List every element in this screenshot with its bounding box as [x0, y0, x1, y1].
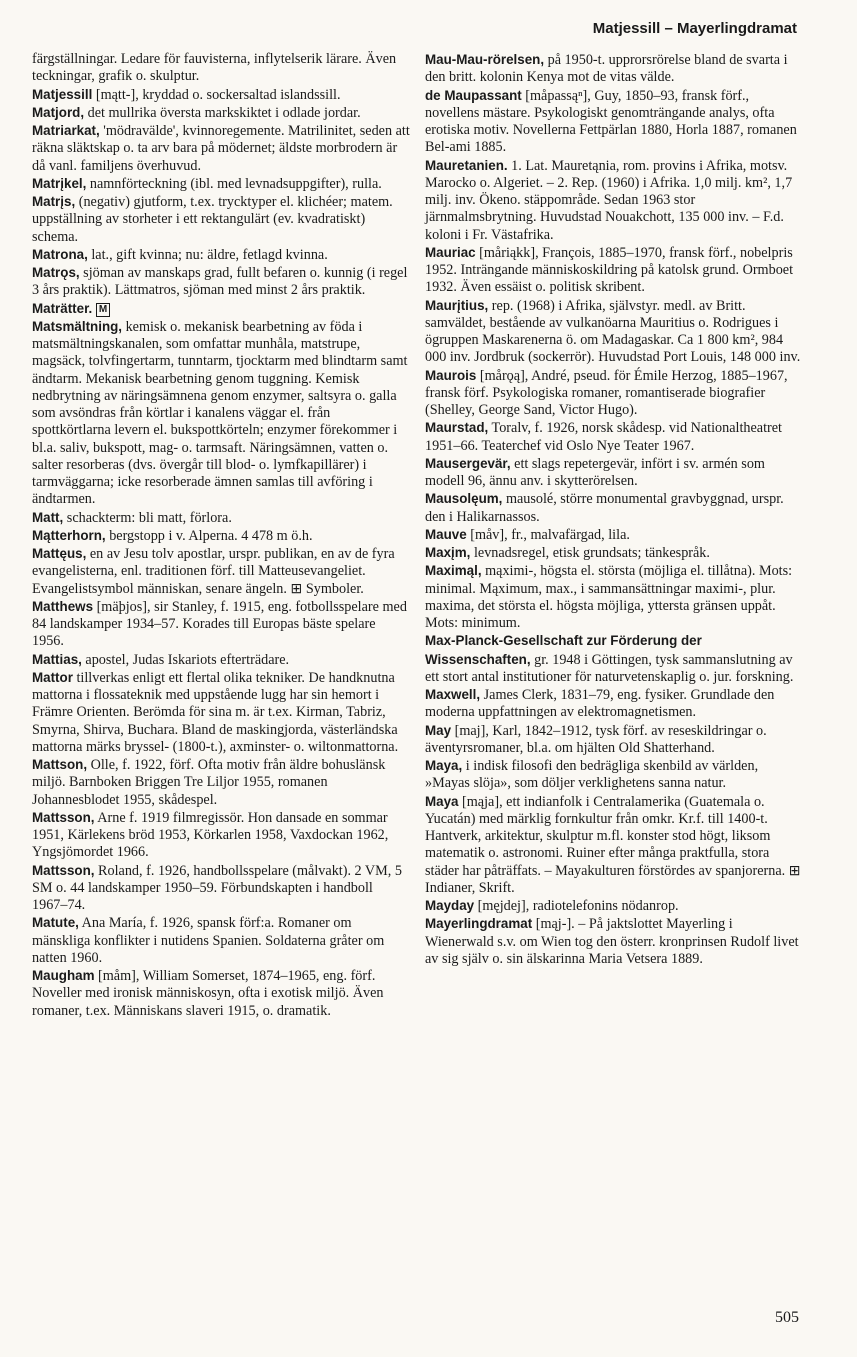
entry-headword: Mattson, — [32, 757, 88, 772]
dictionary-entry — [425, 157, 803, 244]
dictionary-entry — [425, 526, 803, 544]
entry-headword: Maximąl, — [425, 563, 482, 579]
entry-text: James Clerk, 1831–79, eng. fysiker. Grundlade den moderna uppfattningen av elektromagnetismen. — [425, 687, 775, 721]
entry-headword: Maxwell, — [425, 687, 481, 702]
entry-text: sjöman av manskaps grad, fullt befaren o. kunnig (i regel 3 års praktik). Lättmatros, sjöman med minst 2 års praktik. — [32, 265, 408, 299]
dictionary-entry — [32, 122, 410, 175]
dictionary-entry — [32, 809, 410, 862]
entry-text: bergstopp i v. Alperna. 4 478 m ö.h. — [105, 527, 313, 544]
dictionary-entry — [32, 509, 410, 527]
cross-reference-icon: M — [96, 303, 110, 317]
dictionary-entry — [425, 490, 803, 526]
entry-headword: Mayday — [425, 898, 475, 913]
entry-headword: Mauretanien. — [425, 157, 508, 173]
entry-text: ett slags repetergevär, infört i sv. armén som modell 96, ännu anv. i skytterörelsen. — [425, 455, 765, 489]
dictionary-entry — [32, 246, 410, 264]
dictionary-entry — [32, 914, 410, 967]
dictionary-entry — [32, 862, 410, 915]
entry-headword: Mausolęum, — [425, 491, 503, 507]
entry-text: [måm], William Somerset, 1874–1965, eng. förf. Noveller med ironisk människosyn, ofta i exotisk miljö. Även romaner, t.ex. Människans slaveri 1915, o. dramatik. — [32, 968, 384, 1019]
entry-text: mausolé, större monumental gravbyggnad, urspr. den i Halikarnassos. — [425, 491, 784, 525]
entry-text: [mårǫą], André, pseud. för Émile Herzog, 1885–1967, fransk förf. Psykologiska romaner, romantiserade biografier (Shelley, George Sand, Victor Hugo). — [425, 367, 788, 418]
entry-text: [måpassąⁿ], Guy, 1850–93, fransk förf., novellens mästare. Psykologiskt genomträngande analys, ofta erotiska motiv. Novellerna Fettpärlan 1880, Horla 1887, romanen Bel-ami 1885. — [425, 87, 797, 156]
entry-text: tillverkas enligt ett flertal olika tekniker. De handknutna mattorna i flossateknik med uppstående lugg har sin hemort i Främre Orienten. Berömda för sina m. är t.ex. Kirman, Tabriz, Smyrna, Shirva, Buchara. Bland de maskingjorda, västerländska mattorna märks bryssel- (1800-t.), axminster- o. wiltonmattorna. — [32, 669, 399, 755]
entry-headword: Max-Planck-Gesellschaft zur Förderung der Wissenschaften, — [425, 633, 702, 667]
entry-text: Arne f. 1919 filmregissör. Hon dansade en sommar 1951, Kärlekens bröd 1953, Körkarlen 1958, Vaxdockan 1962, Yngsjömordet 1966. — [32, 809, 389, 861]
entry-headword: Matjord, — [32, 104, 85, 120]
entry-headword: Mausergevär, — [425, 455, 511, 471]
dictionary-entry — [425, 915, 803, 968]
entry-text: [mąja], ett indianfolk i Centralamerika (Guatemala o. Yucatán) med märklig fornkultur från omkr. Kr.f. till 1400-t. Hantverk, arkitektur, skulptur m.fl. konster stod högt, liksom matematik o. astronomi. Ruiner efter många praktfulla, stora städer har påträffats. – Mayakulturen förstördes av spanjorerna. ⊞ Indianer, Skrift. — [425, 793, 801, 896]
dictionary-entry — [425, 793, 803, 898]
left-column — [32, 51, 410, 1020]
entry-text: [måriąkk], François, 1885–1970, fransk förf., nobelpris 1952. Inträngande människoskildring på katolsk grund. Ormboet 1932. Även essäist o. politisk skribent. — [425, 244, 794, 296]
entry-headword: Maxįm, — [425, 545, 471, 560]
dictionary-entry — [425, 244, 803, 297]
entry-headword: Maurstad, — [425, 420, 489, 436]
entry-text: namnförteckning (ibl. med levnadsuppgifter), rulla. — [86, 175, 382, 192]
page-number: 505 — [775, 1309, 799, 1326]
entry-headword: May — [425, 722, 452, 738]
entry-text: apostel, Judas Iskariots efterträdare. — [81, 651, 290, 668]
dictionary-entry — [425, 544, 803, 562]
dictionary-entry — [425, 897, 803, 915]
entry-text: 'mödravälde', kvinnoregemente. Matrilinitet, seden att räkna släktskap o. ta arv bara på mödernet; äldste morbrodern är då vanl. familjens överhuvud. — [32, 123, 410, 174]
entry-text: färgställningar. Ledare för fauvisterna, inflytelserik lärare. Även teckningar, grafik o. skulptur. — [32, 51, 397, 85]
dictionary-entry — [425, 87, 803, 157]
dictionary-entry — [425, 455, 803, 491]
entry-text: Ana María, f. 1926, spansk förf:a. Romaner om mänskliga konflikter i nutidens Spanien. Soldaterna gråter om natten 1960. — [32, 915, 385, 966]
entry-text: levnadsregel, etisk grundsats; tänkespråk. — [470, 545, 710, 561]
entry-text: schackterm: bli matt, förlora. — [63, 509, 232, 526]
entry-text: [mąj-]. – På jaktslottet Mayerling i Wienerwald s.v. om Wien tog den österr. kronprinsen Rudolf livet av sig själv o. sin älskarinna Maria Vetsera 1889. — [425, 916, 799, 967]
entry-text: [mäþjos], sir Stanley, f. 1915, eng. fotbollsspelare med 84 landskamper 1934–57. Korades till Europas bäste spelare 1956. — [32, 598, 407, 650]
entry-headword: Mauriac — [425, 244, 476, 260]
dictionary-entry — [32, 598, 410, 651]
dictionary-entry — [32, 264, 410, 300]
entry-text: Roland, f. 1926, handbollsspelare (målvakt). 2 VM, 5 SM o. 44 landskamper 1950–59. Förbundskapten i handboll 1967–74. — [32, 862, 402, 913]
entry-headword: Mątterhorn, — [32, 527, 106, 543]
entry-text: en av Jesu tolv apostlar, urspr. publikan, en av de fyra evangelisterna, enl. traditionen förf. till Matteusevangeliet. Evangelistsymbol människan, senare ängeln. ⊞ Symboler. — [32, 546, 395, 597]
entry-text: på 1950-t. upprorsrörelse bland de svarta i den britt. kolonin Kenya mot de vitas välde. — [425, 52, 788, 86]
entry-text: (negativ) gjutform, t.ex. trycktyper el. klichéer; matem. uppställning av storheter i ett rektangulärt (ev. kvadratiskt) schema. — [32, 194, 393, 245]
entry-text: [męjdej], radiotelefonins nödanrop. — [474, 898, 679, 914]
entry-headword: Mattias, — [32, 651, 82, 667]
entry-headword: Mattor — [32, 669, 73, 685]
dictionary-entry — [32, 651, 410, 669]
entry-headword: Matrįkel, — [32, 175, 87, 191]
entry-headword: Maya — [425, 793, 459, 809]
entry-headword: Maträtter. — [32, 300, 93, 316]
dictionary-entry — [425, 757, 803, 793]
entry-headword: Mattęus, — [32, 546, 87, 561]
entry-text: [mątt-], kryddad o. sockersaltad islandssill. — [92, 86, 341, 103]
entry-headword: Matute, — [32, 915, 79, 931]
dictionary-entry — [425, 419, 803, 455]
dictionary-entry — [425, 632, 803, 686]
entry-text: i indisk filosofi den bedrägliga skenbild av världen, »Mayas slöja», som döljer verklighetens sanna natur. — [425, 758, 759, 792]
entry-text: kemisk o. mekanisk bearbetning av föda i matsmältningskanalen, som omfattar munhåla, matstrupe, magsäck, tolvfingertarm, tunntarm, tjocktarm med blindtarm samt ändtarm. Mekanisk bearbetning genom tuggning. Kemisk nedbrytning av näringsämnena genom enzymer, saltsyra o. galla som avsöndras från körtlar i kanalens väggar el. från spottkörtlarna levern el. bukspottkörteln; enzymer förekommer i bl.a. saliv, bukspott, mag- o. tarmsaft. Näringsämnen, vatten o. salter resorberas (dvs. övergår till blod- o. lymfkapillärer) i tarmväggarna; icke resorberade ämnen samlas till avföring i ändtarmen. — [32, 318, 408, 508]
entry-headword: Matjessill — [32, 86, 93, 102]
entry-headword: Matrona, — [32, 246, 88, 262]
dictionary-entry — [32, 175, 410, 193]
dictionary-entry — [32, 669, 410, 756]
entry-text: lat., gift kvinna; nu: äldre, fetlagd kvinna. — [87, 246, 328, 263]
dictionary-entry — [425, 297, 803, 367]
entry-headword: Maurois — [425, 367, 477, 383]
entry-headword: Maugham — [32, 968, 95, 983]
dictionary-entry — [425, 367, 803, 420]
entry-headword: Matsmältning, — [32, 318, 123, 334]
right-column — [425, 51, 803, 968]
dictionary-entry — [32, 527, 410, 545]
dictionary-entry — [32, 318, 410, 509]
entry-headword: Mattsson, — [32, 862, 95, 878]
entry-headword: Maya, — [425, 758, 463, 773]
entry-headword: Maurįtius, — [425, 297, 489, 313]
entry-headword: Matriarkat, — [32, 123, 100, 138]
entry-text: Toralv, f. 1926, norsk skådesp. vid Nationaltheatret 1951–66. Teaterchef vid Oslo Nye Teater 1967. — [425, 420, 782, 454]
entry-headword: Matthews — [32, 598, 94, 614]
entry-headword: Matrǫs, — [32, 265, 80, 280]
entry-text: [måv], fr., malvafärgad, lila. — [466, 526, 630, 543]
entry-text: Olle, f. 1922, förf. Ofta motiv från äldre bohuslänsk miljö. Barnboken Briggen Tre Liljor 1955, romanen Johannesblodet 1955, skådespel. — [32, 757, 386, 808]
dictionary-entry — [32, 193, 410, 246]
entry-headword: de Maupassant — [425, 87, 522, 103]
entry-text: det mullrika översta markskiktet i odlade jordar. — [84, 104, 361, 121]
entry-text: mąximi-, högsta el. största (möjliga el. tillåtna). Mots: minimal. Mąximum, max., i sammansättningar maximi-, plur. maxima, det största el. högsta möjliga, yttersta gränsen uppåt. Mots: minimum. — [425, 563, 793, 631]
entry-headword: Mattsson, — [32, 809, 95, 825]
dictionary-entry — [32, 545, 410, 598]
entry-text: 1. Lat. Mauretąnia, rom. provins i Afrika, motsv. Marocko o. Algeriet. – 2. Rep. (1960) i Afrika. 1,0 milj. km², 1,7 milj. inv. Ökeno. stäppområde. Sedan 1963 stor järnmalmsbrytning. Huvudstad Nouakchott, 135 000 inv. – F.d. koloni i Fr. Västafrika. — [425, 157, 793, 243]
running-head: Matjessill – Mayerlingdramat — [592, 20, 797, 37]
dictionary-entry — [32, 104, 410, 122]
dictionary-entry — [32, 967, 410, 1020]
entry-text: rep. (1968) i Afrika, självstyr. medl. av Britt. samväldet, bestående av vulkanöarna Mauritius o. Rodrigues i ögruppen Maskarenerna ö. om Madagaskar. Ca 1 800 km², 984 000 inv. Jordbruk (sockerrör). Huvudstad Port Louis, 148 000 inv. — [425, 297, 801, 366]
dictionary-entry — [32, 300, 410, 318]
dictionary-entry — [425, 686, 803, 722]
entry-headword: Matt, — [32, 509, 64, 525]
entry-headword: Mau-Mau-rörelsen, — [425, 52, 545, 67]
dictionary-entry — [32, 86, 410, 104]
dictionary-entry — [425, 562, 803, 632]
entry-text: [maj], Karl, 1842–1912, tysk förf. av reseskildringar o. äventyrsromaner, bl.a. om hjälten Old Shatterhand. — [425, 722, 767, 756]
dictionary-entry — [32, 756, 410, 809]
dictionary-entry — [425, 722, 803, 758]
entry-text: gr. 1948 i Göttingen, tysk sammanslutning av ett stort antal institutioner för naturvetenskaplig o. jur. forskning. — [425, 651, 794, 685]
dictionary-entry — [32, 51, 410, 86]
dictionary-entry — [425, 51, 803, 87]
entry-headword: Mauve — [425, 526, 467, 542]
entry-headword: Mayerlingdramat — [425, 916, 533, 932]
entry-headword: Matrįs, — [32, 194, 76, 209]
